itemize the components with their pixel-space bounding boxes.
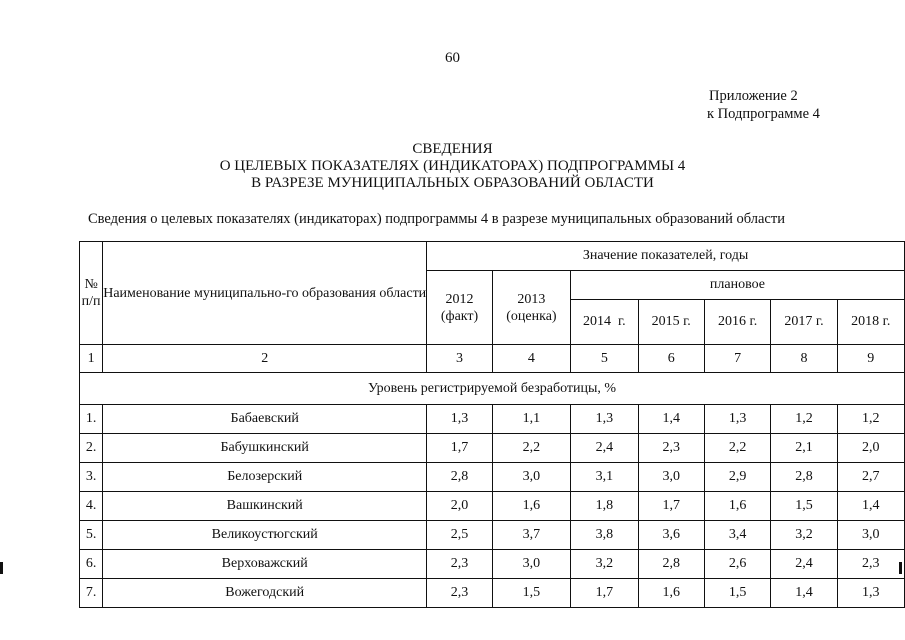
value-cell: 2,1 bbox=[771, 434, 837, 463]
value-cell: 2,4 bbox=[570, 434, 638, 463]
value-cell: 3,1 bbox=[570, 463, 638, 492]
value-cell: 2,2 bbox=[704, 434, 771, 463]
value-cell: 2,3 bbox=[427, 550, 493, 579]
municipality-name: Бабаевский bbox=[103, 405, 427, 434]
table-row bbox=[80, 550, 905, 579]
value-cell: 1,8 bbox=[570, 492, 638, 521]
municipality-name: Вашкинский bbox=[103, 492, 427, 521]
value-cell: 1,6 bbox=[638, 579, 704, 608]
row-number: 2. bbox=[80, 434, 103, 463]
col-number: 2 bbox=[103, 345, 427, 373]
value-cell: 1,2 bbox=[771, 405, 837, 434]
value-cell: 2,9 bbox=[704, 463, 771, 492]
value-cell: 3,7 bbox=[492, 521, 570, 550]
header-2017: 2017 г. bbox=[771, 300, 837, 345]
col-number: 5 bbox=[570, 345, 638, 373]
indicators-table bbox=[79, 241, 905, 608]
municipality-name: Белозерский bbox=[103, 463, 427, 492]
column-number-row bbox=[80, 345, 905, 373]
value-cell: 2,3 bbox=[638, 434, 704, 463]
title-line-2: О ЦЕЛЕВЫХ ПОКАЗАТЕЛЯХ (ИНДИКАТОРАХ) ПОДПРОГРАММЫ 4 bbox=[219, 158, 686, 174]
col-number: 8 bbox=[771, 345, 837, 373]
header-2012-text: 2012 (факт) bbox=[440, 291, 479, 324]
value-cell: 1,3 bbox=[570, 405, 638, 434]
header-num: № п/п bbox=[80, 242, 103, 345]
row-number: 5. bbox=[80, 521, 103, 550]
table-row bbox=[80, 434, 905, 463]
value-cell: 2,3 bbox=[427, 579, 493, 608]
title-line-3: В РАЗРЕЗЕ МУНИЦИПАЛЬНЫХ ОБРАЗОВАНИЙ ОБЛАСТИ bbox=[251, 175, 654, 191]
value-cell: 3,0 bbox=[492, 463, 570, 492]
scan-edge-mark-right bbox=[899, 562, 902, 574]
col-number: 6 bbox=[638, 345, 704, 373]
value-cell: 1,5 bbox=[704, 579, 771, 608]
table-row bbox=[80, 492, 905, 521]
value-cell: 3,0 bbox=[492, 550, 570, 579]
value-cell: 1,7 bbox=[638, 492, 704, 521]
value-cell: 2,8 bbox=[638, 550, 704, 579]
value-cell: 1,4 bbox=[771, 579, 837, 608]
section-row bbox=[80, 373, 905, 405]
header-2016: 2016 г. bbox=[704, 300, 771, 345]
value-cell: 3,4 bbox=[704, 521, 771, 550]
value-cell: 1,1 bbox=[492, 405, 570, 434]
scan-edge-mark-left bbox=[0, 562, 3, 574]
value-cell: 2,0 bbox=[427, 492, 493, 521]
header-2012 bbox=[427, 271, 493, 345]
header-row-1 bbox=[80, 242, 905, 271]
row-number: 1. bbox=[80, 405, 103, 434]
col-number: 1 bbox=[80, 345, 103, 373]
value-cell: 1,4 bbox=[638, 405, 704, 434]
value-cell: 1,2 bbox=[837, 405, 904, 434]
value-cell: 3,0 bbox=[638, 463, 704, 492]
value-cell: 1,5 bbox=[492, 579, 570, 608]
value-cell: 1,4 bbox=[837, 492, 904, 521]
value-cell: 2,6 bbox=[704, 550, 771, 579]
row-number: 3. bbox=[80, 463, 103, 492]
col-number: 4 bbox=[492, 345, 570, 373]
value-cell: 2,5 bbox=[427, 521, 493, 550]
value-cell: 3,2 bbox=[570, 550, 638, 579]
value-cell: 1,6 bbox=[492, 492, 570, 521]
header-2015: 2015 г. bbox=[638, 300, 704, 345]
value-cell: 1,3 bbox=[427, 405, 493, 434]
value-cell: 1,6 bbox=[704, 492, 771, 521]
header-planned: плановое bbox=[570, 271, 904, 300]
municipality-name: Верховажский bbox=[103, 550, 427, 579]
value-cell: 2,3 bbox=[837, 550, 904, 579]
header-2013-text: 2013 (оценка) bbox=[506, 291, 557, 324]
header-2013 bbox=[492, 271, 570, 345]
value-cell: 2,7 bbox=[837, 463, 904, 492]
value-cell: 2,2 bbox=[492, 434, 570, 463]
col-number: 7 bbox=[704, 345, 771, 373]
value-cell: 1,3 bbox=[837, 579, 904, 608]
title-line-1: СВЕДЕНИЯ bbox=[412, 141, 493, 157]
value-cell: 3,0 bbox=[837, 521, 904, 550]
row-number: 6. bbox=[80, 550, 103, 579]
value-cell: 3,2 bbox=[771, 521, 837, 550]
page-number: 60 bbox=[445, 50, 460, 66]
section-title: Уровень регистрируемой безработицы, % bbox=[80, 373, 905, 405]
municipality-name: Бабушкинский bbox=[103, 434, 427, 463]
header-values-group: Значение показателей, годы bbox=[427, 242, 905, 271]
header-2014: 2014 г. bbox=[570, 300, 638, 345]
value-cell: 1,5 bbox=[771, 492, 837, 521]
header-2018: 2018 г. bbox=[837, 300, 904, 345]
col-number: 9 bbox=[837, 345, 904, 373]
header-municipality: Наименование муниципально-го образования области bbox=[103, 242, 427, 345]
row-number: 4. bbox=[80, 492, 103, 521]
value-cell: 2,4 bbox=[771, 550, 837, 579]
table-row bbox=[80, 463, 905, 492]
value-cell: 3,8 bbox=[570, 521, 638, 550]
appendix-note bbox=[709, 87, 820, 123]
value-cell: 1,3 bbox=[704, 405, 771, 434]
value-cell: 2,8 bbox=[771, 463, 837, 492]
municipality-name: Великоустюгский bbox=[103, 521, 427, 550]
value-cell: 3,6 bbox=[638, 521, 704, 550]
table-row bbox=[80, 579, 905, 608]
col-number: 3 bbox=[427, 345, 493, 373]
value-cell: 2,8 bbox=[427, 463, 493, 492]
table-row bbox=[80, 521, 905, 550]
table-row bbox=[80, 405, 905, 434]
appendix-line-1: Приложение 2 bbox=[709, 88, 798, 104]
document-title bbox=[0, 141, 905, 192]
appendix-line-2: к Подпрограмме 4 bbox=[707, 106, 820, 122]
municipality-name: Вожегодский bbox=[103, 579, 427, 608]
value-cell: 1,7 bbox=[570, 579, 638, 608]
value-cell: 1,7 bbox=[427, 434, 493, 463]
row-number: 7. bbox=[80, 579, 103, 608]
table-caption: Сведения о целевых показателях (индикаторах) подпрограммы 4 в разрезе муниципальных образований области bbox=[88, 211, 785, 227]
value-cell: 2,0 bbox=[837, 434, 904, 463]
